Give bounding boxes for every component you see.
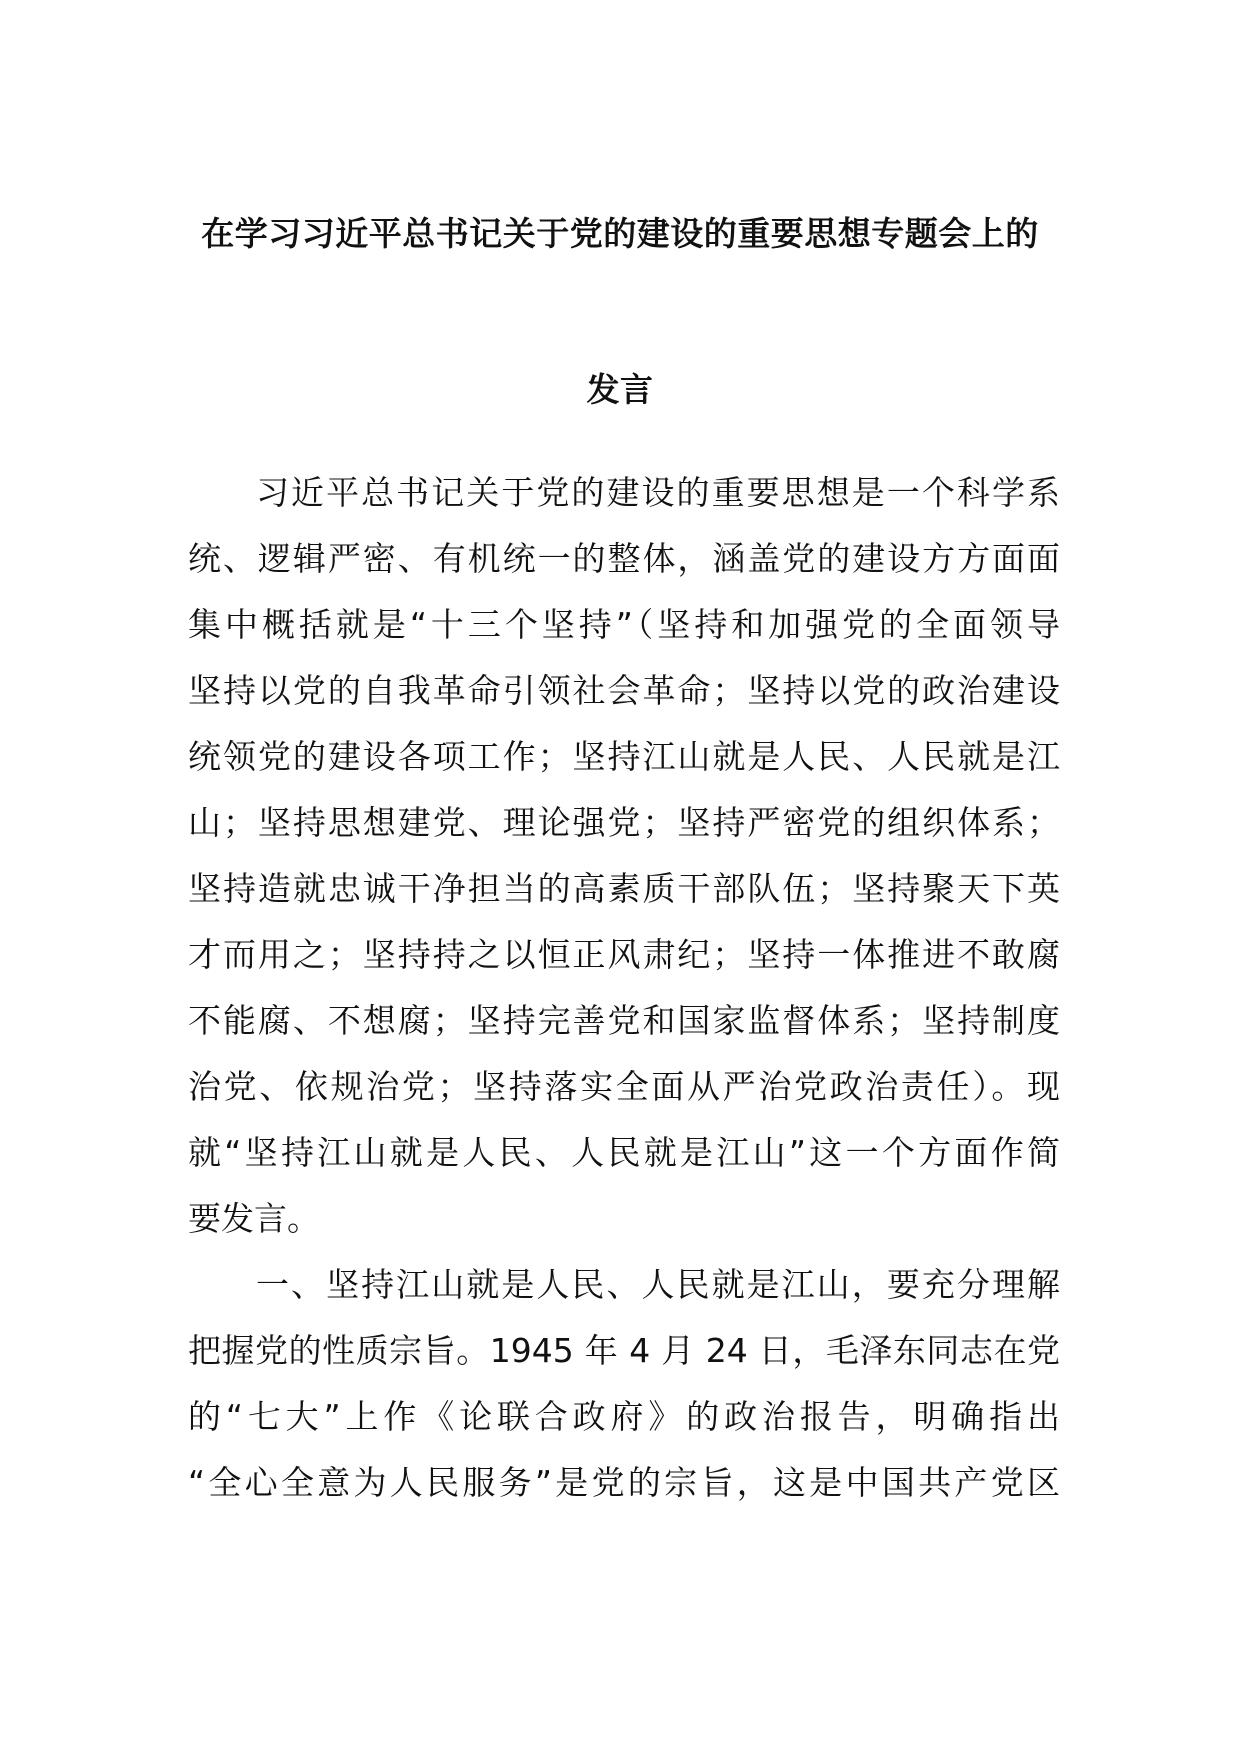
body-line: 坚持以党的自我革命引领社会革命；坚持以党的政治建设 <box>188 671 1060 710</box>
body-line: 就“坚持江山就是人民、人民就是江山”这一个方面作简 <box>188 1133 1060 1172</box>
body-line: 才而用之；坚持持之以恒正风肃纪；坚持一体推进不敢腐 <box>188 935 1060 974</box>
document-title-line-2: 发言 <box>586 370 654 409</box>
body-line: 一、坚持江山就是人民、人民就是江山，要充分理解 <box>256 1265 1060 1304</box>
document-body <box>188 460 1060 1516</box>
body-line: 不能腐、不想腐；坚持完善党和国家监督体系；坚持制度 <box>188 1001 1060 1040</box>
body-line: 治党、依规治党；坚持落实全面从严治党政治责任）。现 <box>188 1067 1060 1106</box>
body-line: 的“七大”上作《论联合政府》的政治报告，明确指出 <box>188 1397 1060 1436</box>
body-line: 要发言。 <box>188 1199 320 1238</box>
document-title-line-1: 在学习习近平总书记关于党的建设的重要思想专题会上的 <box>201 214 1039 253</box>
body-line: 集中概括就是“十三个坚持”（坚持和加强党的全面领导 <box>188 605 1060 644</box>
body-line: 习近平总书记关于党的建设的重要思想是一个科学系 <box>256 473 1060 512</box>
body-line: 把握党的性质宗旨。1945 年 4 月 24 日，毛泽东同志在党 <box>188 1331 1060 1370</box>
body-line: 统、逻辑严密、有机统一的整体，涵盖党的建设方方面面 <box>188 539 1060 578</box>
body-line: “全心全意为人民服务”是党的宗旨，这是中国共产党区 <box>188 1463 1060 1502</box>
body-line: 坚持造就忠诚干净担当的高素质干部队伍；坚持聚天下英 <box>188 869 1060 908</box>
body-line: 山；坚持思想建党、理论强党；坚持严密党的组织体系； <box>188 803 1060 842</box>
body-line: 统领党的建设各项工作；坚持江山就是人民、人民就是江 <box>188 737 1060 776</box>
